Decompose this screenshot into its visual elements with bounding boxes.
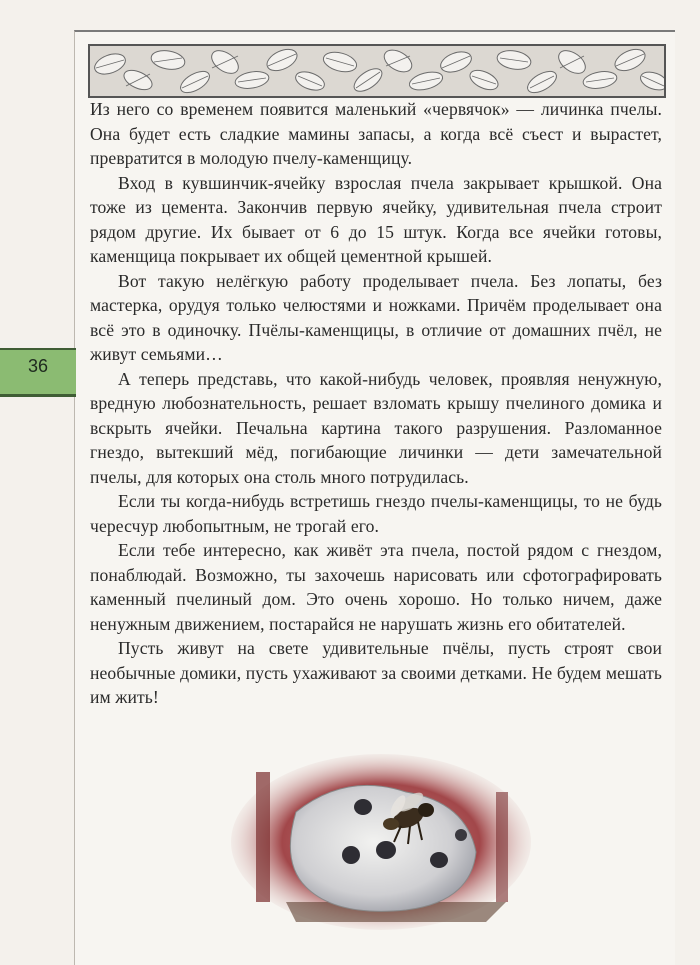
paragraph-6: Если тебе интересно, как живёт эта пчела, постой рядом с гнездом, понаблюдай. Возможно, ты захочешь нарисовать или сфотографировать каменный пчелиный дом. Это очень хорошо. Но только ничем, даже ненужным движением, постарайся не нарушать жизнь его обитателей.: [90, 540, 662, 634]
paragraph-1: Из него со временем появится маленький «червячок» — личинка пчелы. Она будет есть сладкие мамины запасы, а когда всё съест и вырастет, превратится в молодую пчелу-каменщицу.: [90, 99, 662, 168]
paragraph-4: А теперь представь, что какой-нибудь человек, проявляя ненужную, вредную любознательность, решает взломать крышу пчелиного домика и вскрыть ячейки. Печальна картина такого разрушения. Разломанное гнездо, вытекший мёд, погибающие личинки — дети замечательной пчелы, для которых она столь много потрудилась.: [90, 368, 662, 487]
body-text: [90, 97, 662, 710]
paragraph-5: Если ты когда-нибудь встретишь гнездо пчелы-каменщицы, то не будь чересчур любопытным, не трогай его.: [90, 491, 662, 536]
paragraph-2: Вход в кувшинчик-ячейку взрослая пчела закрывает крышкой. Она тоже из цемента. Закончив первую ячейку, удивительная пчела строит рядом другие. Их бывает от 6 до 15 штук. Когда все ячейки готовы, каменщица покрывает их общей цементной крышей.: [90, 172, 662, 266]
leaf-ornament-banner: [88, 44, 666, 98]
page-number: 36: [27, 356, 49, 376]
paragraph-7: Пусть живут на свете удивительные пчёлы, пусть строят свои необычные домики, пусть ухаживают за своими детками. Не будем мешать им жить!: [90, 638, 662, 707]
paragraph-3: Вот такую нелёгкую работу проделывает пчела. Без лопаты, без мастерка, орудуя только челюстями и ножками. Причём проделывает она всё это в одиночку. Пчёлы-каменщицы, в отличие от домашних пчёл, не живут семьями…: [90, 270, 662, 364]
bee-nest-illustration: [226, 752, 536, 932]
page-number-tab: [0, 348, 76, 398]
leaf-ornament-icon: [90, 46, 664, 96]
bee-nest-icon: [226, 752, 536, 932]
